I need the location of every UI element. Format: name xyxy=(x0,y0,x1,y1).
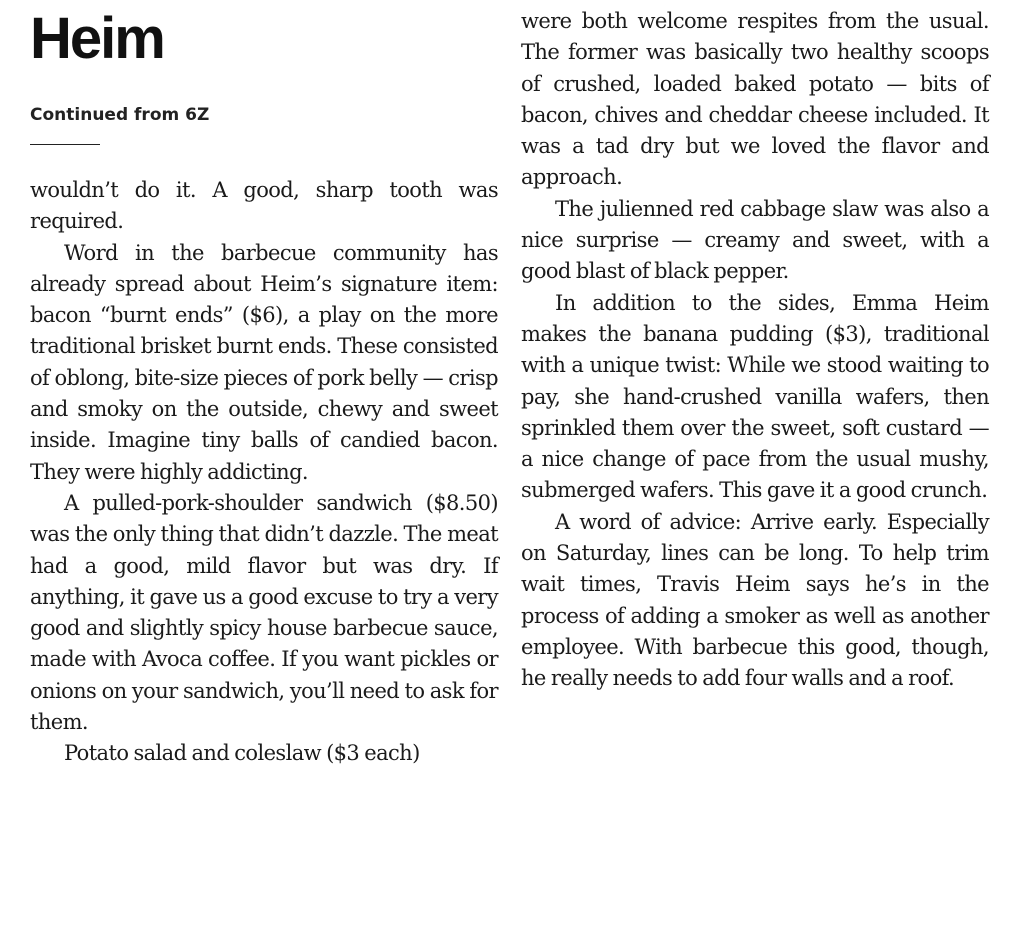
paragraph: A pulled-pork-shoulder sandwich ($8.50) was the only thing that didn’t dazzle. The meat had a good, mild flavor but was dry. If anything, it gave us a good excuse to try a very good and slightly spicy house barbecue sauce, made with Avoca coffee. If you want pickles or onions on your sandwich, you’ll need to ask for them. xyxy=(30,490,498,735)
paragraph: A word of advice: Arrive early. Especially on Saturday, lines can be long. To help trim wait times, Travis Heim says he’s in the process of adding a smoker as well as another employee. With barbecue this good, though, he really needs to add four walls and a roof. xyxy=(521,509,989,691)
jump-line: Continued from 6Z xyxy=(30,105,210,125)
paragraph: Potato salad and coleslaw ($3 each) xyxy=(64,741,420,766)
paragraph: The julienned red cabbage slaw was also a nice surprise — creamy and sweet, with a good blast of black pepper. xyxy=(521,196,989,284)
paragraph: Word in the barbecue community has already spread about Heim’s signature item: bacon “burnt ends” ($6), a play on the more traditional brisket burnt ends. These consisted of oblong, bite-size pieces of pork belly — crisp and smoky on the outside, chewy and sweet inside. Imagine tiny balls of candied bacon. They were highly addicting. xyxy=(30,240,498,484)
left-column xyxy=(30,4,498,770)
headline: Heim xyxy=(30,6,164,71)
paragraph: wouldn’t do it. A good, sharp tooth was required. xyxy=(30,178,498,234)
divider xyxy=(30,144,100,145)
paragraph: In addition to the sides, Emma Heim makes the banana pudding ($3), traditional with a unique twist: While we stood waiting to pay, she hand-crushed vanilla wafers, then sprinkled them over the sweet, soft custard — a nice change of pace from the usual mushy, submerged wafers. This gave it a good crunch. xyxy=(521,290,989,503)
paragraph: were both welcome respites from the usual. The former was basically two healthy scoops of crushed, loaded baked potato — bits of bacon, chives and cheddar cheese included. It was a tad dry but we loved the flavor and approach. xyxy=(521,9,989,190)
right-column xyxy=(521,6,989,695)
